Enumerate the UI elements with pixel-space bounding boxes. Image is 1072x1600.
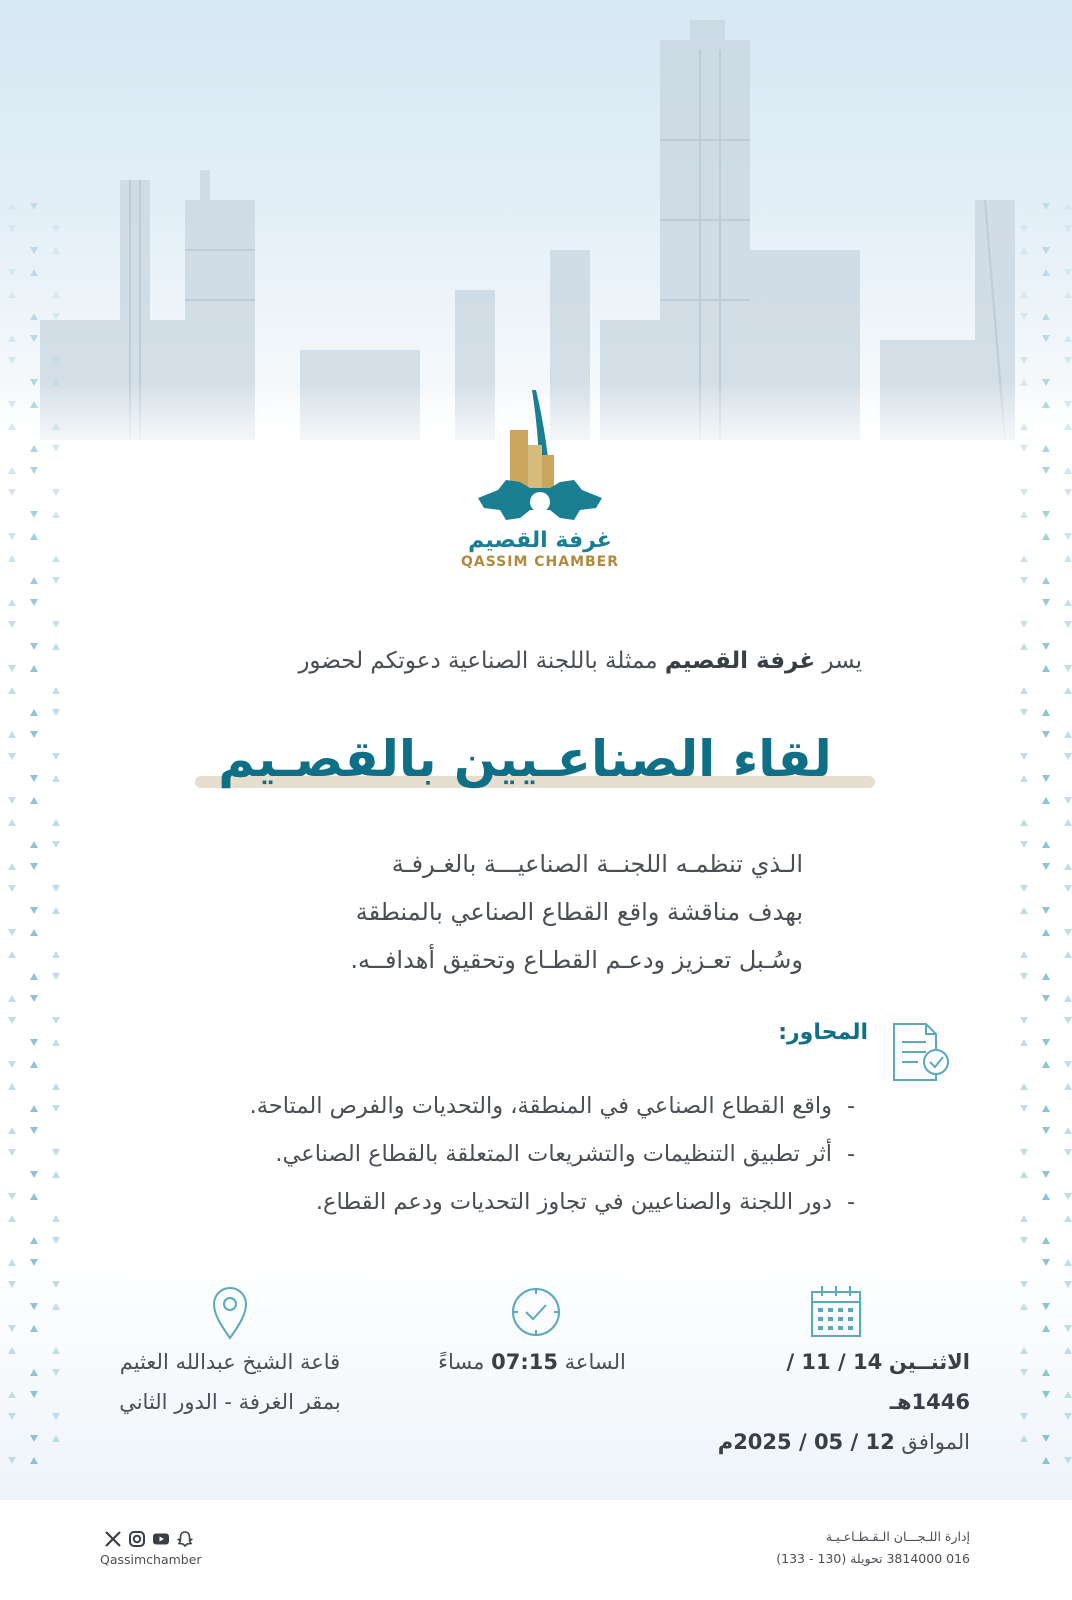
pattern-triangle	[52, 511, 60, 518]
pattern-triangle	[30, 511, 38, 518]
pattern-triangle	[1020, 489, 1028, 496]
time-suffix: مساءً	[438, 1350, 485, 1374]
pattern-triangle	[1042, 643, 1050, 650]
pattern-triangle	[1020, 445, 1028, 452]
pattern-triangle	[52, 247, 60, 254]
location-line-2: بمقر الغرفة - الدور الثاني	[119, 1390, 341, 1414]
pattern-triangle	[52, 907, 60, 914]
pattern-triangle	[1020, 1149, 1028, 1156]
pattern-triangle	[52, 1281, 60, 1288]
pattern-triangle	[1064, 401, 1072, 408]
pattern-triangle	[8, 797, 16, 804]
pattern-triangle	[8, 1083, 16, 1090]
pattern-triangle	[52, 885, 60, 892]
pattern-triangle	[30, 467, 38, 474]
pattern-triangle	[1042, 929, 1050, 936]
pattern-triangle	[1020, 819, 1028, 826]
pattern-triangle	[30, 269, 38, 276]
pattern-triangle	[1042, 1259, 1050, 1266]
intro-text	[150, 648, 862, 674]
pattern-triangle	[52, 709, 60, 716]
pattern-triangle	[8, 1061, 16, 1068]
department-name: إدارة اللـجـــان الـقـطـاعـيـة	[825, 1529, 970, 1544]
pattern-triangle	[1020, 511, 1028, 518]
pattern-triangle	[52, 753, 60, 760]
left-triangle-pattern	[0, 200, 70, 1490]
pattern-triangle	[30, 665, 38, 672]
pattern-triangle	[52, 1215, 60, 1222]
social-handle: Qassimchamber	[100, 1552, 202, 1567]
pattern-triangle	[1042, 1303, 1050, 1310]
pattern-triangle	[1042, 379, 1050, 386]
pattern-triangle	[1020, 1017, 1028, 1024]
pattern-triangle	[52, 973, 60, 980]
event-title: لقاء الصناعـيين بالقصـيم	[218, 730, 832, 788]
pattern-triangle	[8, 555, 16, 562]
intro-prefix: يسر	[815, 648, 862, 674]
pattern-triangle	[8, 203, 16, 210]
pattern-triangle	[1064, 929, 1072, 936]
youtube-icon[interactable]	[152, 1530, 170, 1548]
pattern-triangle	[52, 643, 60, 650]
pattern-triangle	[1064, 1259, 1072, 1266]
pattern-triangle	[1064, 687, 1072, 694]
pattern-triangle	[1064, 665, 1072, 672]
pattern-triangle	[8, 533, 16, 540]
pattern-triangle	[1042, 533, 1050, 540]
axes-title: المحاور:	[778, 1020, 868, 1045]
pattern-triangle	[1020, 1281, 1028, 1288]
pattern-triangle	[30, 247, 38, 254]
pattern-triangle	[1064, 291, 1072, 298]
pattern-triangle	[52, 357, 60, 364]
event-description	[200, 840, 803, 984]
pattern-triangle	[1042, 797, 1050, 804]
pattern-triangle	[1064, 1391, 1072, 1398]
pattern-triangle	[1064, 863, 1072, 870]
social-icons	[104, 1530, 230, 1548]
pattern-triangle	[52, 1347, 60, 1354]
pattern-triangle	[8, 1413, 16, 1420]
pattern-triangle	[8, 621, 16, 628]
pattern-triangle	[1020, 951, 1028, 958]
pattern-triangle	[52, 1237, 60, 1244]
pattern-triangle	[30, 973, 38, 980]
clock-icon	[506, 1282, 566, 1342]
pattern-triangle	[1042, 401, 1050, 408]
pattern-triangle	[1020, 313, 1028, 320]
pattern-triangle	[52, 423, 60, 430]
pattern-triangle	[52, 1171, 60, 1178]
pattern-triangle	[8, 599, 16, 606]
location-pin-icon	[200, 1282, 260, 1342]
pattern-triangle	[52, 775, 60, 782]
pattern-triangle	[8, 951, 16, 958]
pattern-triangle	[1042, 335, 1050, 342]
pattern-triangle	[1020, 225, 1028, 232]
hijri-date-value: 14 / 11 / 1446هـ	[786, 1350, 970, 1414]
pattern-triangle	[1020, 1369, 1028, 1376]
pattern-triangle	[8, 731, 16, 738]
intro-org-name: غرفة القصيم	[664, 648, 816, 674]
pattern-triangle	[8, 1215, 16, 1222]
pattern-triangle	[1064, 489, 1072, 496]
pattern-triangle	[8, 1017, 16, 1024]
pattern-triangle	[52, 1149, 60, 1156]
pattern-triangle	[8, 1149, 16, 1156]
pattern-triangle	[52, 1303, 60, 1310]
pattern-triangle	[30, 1369, 38, 1376]
pattern-triangle	[1020, 1105, 1028, 1112]
pattern-triangle	[8, 401, 16, 408]
right-triangle-pattern	[1002, 200, 1072, 1490]
pattern-triangle	[30, 1193, 38, 1200]
pattern-triangle	[1020, 1413, 1028, 1420]
pattern-triangle	[8, 489, 16, 496]
phone-number: 016 3814000 تحويلة (130 - 133)	[776, 1551, 970, 1566]
pattern-triangle	[1020, 885, 1028, 892]
pattern-triangle	[30, 731, 38, 738]
pattern-triangle	[1064, 1281, 1072, 1288]
pattern-triangle	[1020, 775, 1028, 782]
pattern-triangle	[1020, 621, 1028, 628]
pattern-triangle	[1042, 665, 1050, 672]
pattern-triangle	[52, 621, 60, 628]
social-links	[100, 1530, 230, 1567]
list-item	[130, 1130, 870, 1178]
pattern-triangle	[8, 863, 16, 870]
location-info	[80, 1342, 380, 1422]
pattern-triangle	[30, 577, 38, 584]
pattern-triangle	[1020, 753, 1028, 760]
pattern-triangle	[8, 995, 16, 1002]
time-value: 07:15	[491, 1350, 558, 1374]
date-info	[700, 1342, 970, 1462]
pattern-triangle	[1064, 1413, 1072, 1420]
pattern-triangle	[1064, 819, 1072, 826]
pattern-triangle	[8, 1193, 16, 1200]
pattern-triangle	[1064, 423, 1072, 430]
pattern-triangle	[52, 291, 60, 298]
pattern-triangle	[1064, 599, 1072, 606]
pattern-triangle	[8, 1347, 16, 1354]
pattern-triangle	[1064, 885, 1072, 892]
pattern-triangle	[8, 225, 16, 232]
pattern-triangle	[1064, 951, 1072, 958]
pattern-triangle	[8, 1391, 16, 1398]
pattern-triangle	[1064, 1457, 1072, 1464]
pattern-triangle	[8, 1457, 16, 1464]
pattern-triangle	[1064, 533, 1072, 540]
pattern-triangle	[30, 841, 38, 848]
pattern-triangle	[1042, 907, 1050, 914]
day-label: الاثنــين	[888, 1350, 970, 1374]
pattern-triangle	[1064, 1017, 1072, 1024]
pattern-triangle	[1064, 1325, 1072, 1332]
pattern-triangle	[8, 819, 16, 826]
pattern-triangle	[1064, 995, 1072, 1002]
pattern-triangle	[1064, 357, 1072, 364]
pattern-triangle	[30, 1457, 38, 1464]
pattern-triangle	[1042, 445, 1050, 452]
pattern-triangle	[30, 863, 38, 870]
gregorian-date-value: 12 / 05 / 2025م	[717, 1430, 895, 1454]
snapchat-icon[interactable]	[176, 1530, 194, 1548]
time-info	[400, 1342, 664, 1382]
pattern-triangle	[1020, 555, 1028, 562]
pattern-triangle	[30, 1435, 38, 1442]
pattern-triangle	[1042, 731, 1050, 738]
pattern-triangle	[30, 1303, 38, 1310]
pattern-triangle	[1064, 753, 1072, 760]
pattern-triangle	[8, 291, 16, 298]
list-item	[130, 1082, 870, 1130]
axes-item-text: واقع القطاع الصناعي في المنطقة، والتحديات والفرص المتاحة.	[249, 1093, 832, 1119]
description-line: الـذي تنظمـه اللجنــة الصناعيـــة بالغـرفـة	[391, 850, 803, 878]
contact-info	[760, 1526, 970, 1570]
axes-item-text: أثر تطبيق التنظيمات والتشريعات المتعلقة بالقطاع الصناعي.	[275, 1141, 832, 1167]
bullet-dash: -	[846, 1141, 856, 1167]
pattern-triangle	[52, 1105, 60, 1112]
pattern-triangle	[52, 951, 60, 958]
description-line: بهدف مناقشة واقع القطاع الصناعي بالمنطقة	[355, 898, 803, 926]
pattern-triangle	[52, 687, 60, 694]
pattern-triangle	[1042, 203, 1050, 210]
pattern-triangle	[1020, 1303, 1028, 1310]
pattern-triangle	[52, 1413, 60, 1420]
pattern-triangle	[1020, 907, 1028, 914]
pattern-triangle	[30, 797, 38, 804]
pattern-triangle	[30, 929, 38, 936]
pattern-triangle	[52, 819, 60, 826]
pattern-triangle	[1064, 621, 1072, 628]
pattern-triangle	[1020, 291, 1028, 298]
pattern-triangle	[8, 467, 16, 474]
pattern-triangle	[1020, 1171, 1028, 1178]
pattern-triangle	[1064, 555, 1072, 562]
axes-list	[130, 1082, 870, 1226]
pattern-triangle	[1020, 973, 1028, 980]
pattern-triangle	[52, 1017, 60, 1024]
pattern-triangle	[1042, 775, 1050, 782]
pattern-triangle	[8, 885, 16, 892]
pattern-triangle	[30, 907, 38, 914]
pattern-triangle	[1064, 335, 1072, 342]
pattern-triangle	[1064, 797, 1072, 804]
pattern-triangle	[1064, 1347, 1072, 1354]
pattern-triangle	[1020, 423, 1028, 430]
pattern-triangle	[1064, 203, 1072, 210]
pattern-triangle	[1064, 1083, 1072, 1090]
pattern-triangle	[30, 401, 38, 408]
logo-english-name: QASSIM CHAMBER	[460, 554, 620, 570]
pattern-triangle	[52, 225, 60, 232]
pattern-triangle	[30, 313, 38, 320]
pattern-triangle	[30, 1171, 38, 1178]
pattern-triangle	[8, 335, 16, 342]
pattern-triangle	[1020, 1083, 1028, 1090]
pattern-triangle	[8, 1281, 16, 1288]
pattern-triangle	[52, 489, 60, 496]
pattern-triangle	[1064, 731, 1072, 738]
pattern-triangle	[1042, 247, 1050, 254]
pattern-triangle	[1020, 643, 1028, 650]
pattern-triangle	[30, 335, 38, 342]
pattern-triangle	[1042, 1193, 1050, 1200]
pattern-triangle	[30, 1127, 38, 1134]
pattern-triangle	[1020, 357, 1028, 364]
pattern-triangle	[1020, 1215, 1028, 1222]
pattern-triangle	[1020, 709, 1028, 716]
pattern-triangle	[1064, 1193, 1072, 1200]
bullet-dash: -	[846, 1093, 856, 1119]
pattern-triangle	[30, 1039, 38, 1046]
pattern-triangle	[1020, 247, 1028, 254]
pattern-triangle	[8, 269, 16, 276]
pattern-triangle	[1042, 1237, 1050, 1244]
pattern-triangle	[52, 555, 60, 562]
pattern-triangle	[1042, 467, 1050, 474]
pattern-triangle	[1042, 1039, 1050, 1046]
pattern-triangle	[1020, 1237, 1028, 1244]
pattern-triangle	[1020, 379, 1028, 386]
pattern-triangle	[1064, 467, 1072, 474]
pattern-triangle	[1042, 973, 1050, 980]
pattern-triangle	[8, 665, 16, 672]
description-line: وسُـبل تعـزيز ودعـم القطـاع وتحقيق أهدافــه.	[350, 946, 803, 974]
pattern-triangle	[30, 203, 38, 210]
pattern-triangle	[30, 643, 38, 650]
pattern-triangle	[8, 687, 16, 694]
pattern-triangle	[30, 775, 38, 782]
pattern-triangle	[30, 709, 38, 716]
axes-item-text: دور اللجنة والصناعيين في تجاوز التحديات ودعم القطاع.	[315, 1189, 832, 1215]
pattern-triangle	[30, 599, 38, 606]
pattern-triangle	[1064, 1061, 1072, 1068]
pattern-triangle	[52, 379, 60, 386]
pattern-triangle	[8, 929, 16, 936]
pattern-triangle	[1042, 269, 1050, 276]
pattern-triangle	[30, 379, 38, 386]
pattern-triangle	[8, 1259, 16, 1266]
hijri-date	[700, 1342, 970, 1422]
pattern-triangle	[30, 1061, 38, 1068]
pattern-triangle	[1042, 577, 1050, 584]
pattern-triangle	[1020, 1435, 1028, 1442]
pattern-triangle	[52, 1039, 60, 1046]
pattern-triangle	[30, 995, 38, 1002]
pattern-triangle	[1042, 1325, 1050, 1332]
pattern-triangle	[1064, 225, 1072, 232]
pattern-triangle	[30, 1325, 38, 1332]
instagram-icon[interactable]	[128, 1530, 146, 1548]
pattern-triangle	[1042, 313, 1050, 320]
pattern-triangle	[1042, 1457, 1050, 1464]
pattern-triangle	[1042, 1435, 1050, 1442]
pattern-triangle	[8, 357, 16, 364]
pattern-triangle	[52, 1435, 60, 1442]
pattern-triangle	[8, 1127, 16, 1134]
pattern-triangle	[1042, 1061, 1050, 1068]
pattern-triangle	[1064, 1215, 1072, 1222]
pattern-triangle	[30, 1237, 38, 1244]
pattern-triangle	[8, 423, 16, 430]
pattern-triangle	[30, 1259, 38, 1266]
pattern-triangle	[1020, 1347, 1028, 1354]
pattern-triangle	[1042, 1127, 1050, 1134]
list-item	[130, 1178, 870, 1226]
pattern-triangle	[1020, 841, 1028, 848]
pattern-triangle	[1064, 269, 1072, 276]
pattern-triangle	[52, 841, 60, 848]
pattern-triangle	[1042, 841, 1050, 848]
pattern-triangle	[1064, 1127, 1072, 1134]
pattern-triangle	[1020, 1039, 1028, 1046]
x-icon[interactable]	[104, 1530, 122, 1548]
pattern-triangle	[52, 1369, 60, 1376]
pattern-triangle	[1042, 1369, 1050, 1376]
logo-arabic-name: غرفة القصيم	[468, 528, 612, 553]
pattern-triangle	[1064, 1149, 1072, 1156]
document-check-icon	[888, 1020, 958, 1090]
pattern-triangle	[1042, 1105, 1050, 1112]
calendar-icon	[806, 1282, 866, 1342]
pattern-triangle	[52, 1083, 60, 1090]
pattern-triangle	[8, 753, 16, 760]
pattern-triangle	[8, 1325, 16, 1332]
pattern-triangle	[30, 1391, 38, 1398]
intro-suffix: ممثلة باللجنة الصناعية دعوتكم لحضور	[298, 648, 665, 674]
pattern-triangle	[1020, 577, 1028, 584]
pattern-triangle	[1042, 995, 1050, 1002]
pattern-triangle	[30, 445, 38, 452]
pattern-triangle	[1042, 709, 1050, 716]
pattern-triangle	[1042, 863, 1050, 870]
pattern-triangle	[30, 1105, 38, 1112]
pattern-triangle	[52, 577, 60, 584]
time-label: الساعة	[564, 1350, 626, 1374]
pattern-triangle	[30, 533, 38, 540]
pattern-triangle	[1042, 511, 1050, 518]
pattern-triangle	[1042, 599, 1050, 606]
pattern-triangle	[52, 313, 60, 320]
bullet-dash: -	[846, 1189, 856, 1215]
corresponds-label: الموافق	[901, 1430, 970, 1454]
gregorian-date	[700, 1422, 970, 1462]
pattern-triangle	[1042, 1391, 1050, 1398]
location-line-1: قاعة الشيخ عبدالله العثيم	[119, 1350, 341, 1374]
pattern-triangle	[1020, 687, 1028, 694]
pattern-triangle	[52, 445, 60, 452]
pattern-triangle	[1042, 1171, 1050, 1178]
